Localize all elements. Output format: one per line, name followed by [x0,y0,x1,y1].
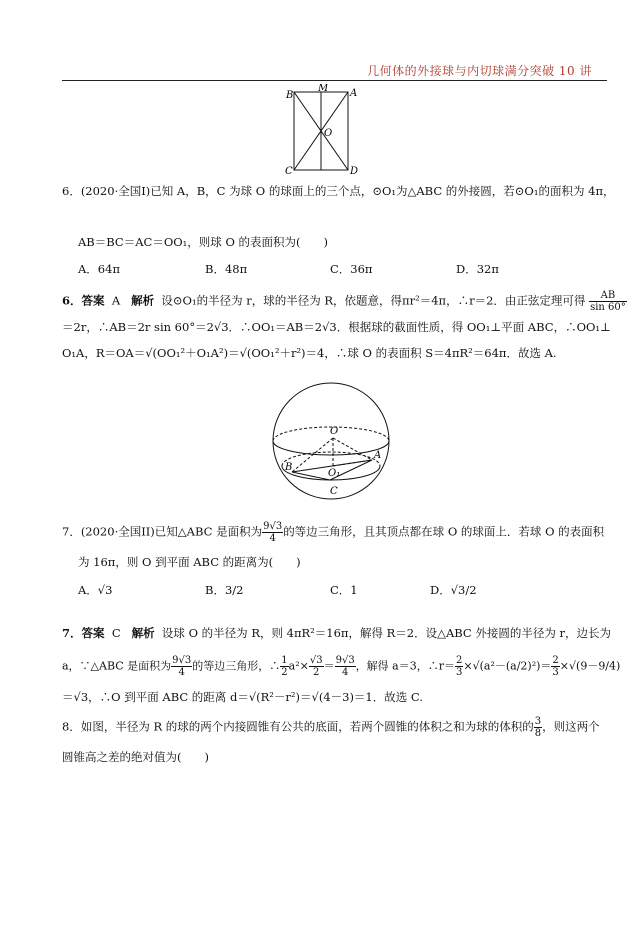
q6-option-c: C．36π [330,262,373,276]
q7-fraction [262,521,283,544]
q8-line2: 圆锥高之差的绝对值为( ) [62,750,209,764]
a7-frac-num: 9√3 [172,655,192,666]
a7-frac-num-2: 9√3 [335,655,355,666]
q7-line2: 为 16π，则 O 到平面 ABC 的距离为( ) [78,555,301,569]
a7-line2-g: ×√(9－9/4) [559,659,621,673]
a7-line1-text: 设球 O 的半径为 R，则 4πR²＝16π，解得 R＝2．设△ABC 外接圆的半径为 r，边长为 [161,626,612,640]
a7-tt2-den: 3 [552,667,559,678]
q6-option-a: A．64π [78,262,120,276]
a7-line1 [62,626,611,640]
label-C: C [285,166,293,176]
a6-line1-text: 设⊙O₁的半径为 r，球的半径为 R，依题意，得πr²＝4π，∴r＝2．由正弦定理可得 [161,293,586,308]
page-header-title: 几何体的外接球与内切球满分突破 10 讲 [367,64,592,78]
a7-fraction-area2 [335,655,356,678]
a6-line2: ＝2r，∴AB＝2r sin 60°＝2√3．∴OO₁＝AB＝2√3．根据球的截面性质，得 OO₁⊥平面 ABC，∴OO₁⊥ [62,320,611,334]
q7-line1 [62,521,604,544]
q8-line1 [62,716,600,739]
q6-option-d: D．32π [456,262,499,276]
q7-line1-text: 7．(2020·全国II)已知△ABC 是面积为 [62,524,263,539]
figure-rectangle-diagram [282,84,362,176]
q6-line2: AB＝BC＝AC＝OO₁，则球 O 的表面积为( ) [78,235,328,249]
q8-line1-text: 8．如图，半径为 R 的球的两个内接圆锥有公共的底面，若两个圆锥的体积之和为球的体积的 [62,719,534,734]
a6-frac-num: AB [589,290,627,302]
label-O: O [324,128,333,139]
a7-answer: C [111,626,121,640]
a6-frac-den: sin 60° [590,302,626,313]
a6-fraction [589,290,627,313]
a7-half-den: 2 [281,667,288,678]
a6-line1 [62,290,627,313]
q8-frac-num: 3 [534,716,542,727]
a7-sqrt3-den: 2 [313,667,320,678]
label-O1: O₁ [328,468,341,479]
q7-option-c: C．1 [330,583,358,597]
a7-frac-den: 4 [178,667,185,678]
q8-fraction [534,716,542,739]
label-B: B [286,90,294,101]
a6-jiexi: 解析 [131,293,155,308]
label-C: C [330,486,338,497]
q8-frac-den: 8 [534,728,542,739]
a7-fraction-sqrt3 [309,655,324,678]
a7-half-num: 1 [281,655,288,666]
a7-line2-f: ×√(a²－(a/2)²)＝ [463,659,552,673]
q7-option-a: A．√3 [78,583,113,597]
q7-option-b: B．3/2 [205,583,244,597]
a7-line2-b: 的等边三角形，∴ [192,659,281,673]
q7-frac-num: 9√3 [263,521,283,532]
a7-fraction-half [280,655,288,678]
label-M: M [318,84,329,94]
q6-line1: 6．(2020·全国I)已知 A，B，C 为球 O 的球面上的三个点，⊙O₁为△ABC 的外接圆，若⊙O₁的面积为 4π， [62,184,615,198]
label-O: O [330,426,339,437]
label-D: D [350,166,359,176]
q7-frac-den: 4 [269,533,276,544]
a7-line2-c: a²× [288,659,309,673]
label-B: B [285,462,293,473]
header-rule [62,80,607,81]
a7-line2-d: ＝ [323,659,335,673]
q7-option-d: D．√3/2 [430,583,477,597]
label-A: A [374,450,382,461]
figure-sphere-diagram [268,378,394,504]
a7-fraction-area [171,655,192,678]
a7-tt2-num: 2 [552,655,559,666]
a7-jiexi: 解析 [131,626,155,640]
q6-option-b: B．48π [205,262,248,276]
a6-line3: O₁A，R＝OA＝√(OO₁²＋O₁A²)＝√(OO₁²＋r²)＝4，∴球 O 的表面积 S＝4πR²＝64π．故选 A. [62,346,557,360]
q7-line1-rest: 的等边三角形，且其顶点都在球 O 的球面上．若球 O 的表面积 [283,524,605,539]
label-A: A [350,88,358,99]
a7-fraction-two-thirds-2 [551,655,559,678]
a7-tt-den: 3 [456,667,463,678]
a7-line2 [62,655,620,678]
a7-tt-num: 2 [456,655,463,666]
a6-label: 6．答案 [62,293,105,308]
a7-line3: ＝√3，∴O 到平面 ABC 的距离 d＝√(R²－r²)＝√(4－3)＝1．故选 C. [62,690,423,704]
a7-sqrt3-num: √3 [309,655,323,666]
a7-frac-den-2: 4 [341,667,349,678]
a7-label: 7．答案 [62,626,105,640]
a7-line2-text: a，∵△ABC 是面积为 [62,659,172,673]
q8-line1-rest: ，则这两个 [542,719,600,734]
a7-line2-e: ，解得 a＝3，∴r＝ [355,659,455,673]
a6-answer: A [111,293,121,308]
